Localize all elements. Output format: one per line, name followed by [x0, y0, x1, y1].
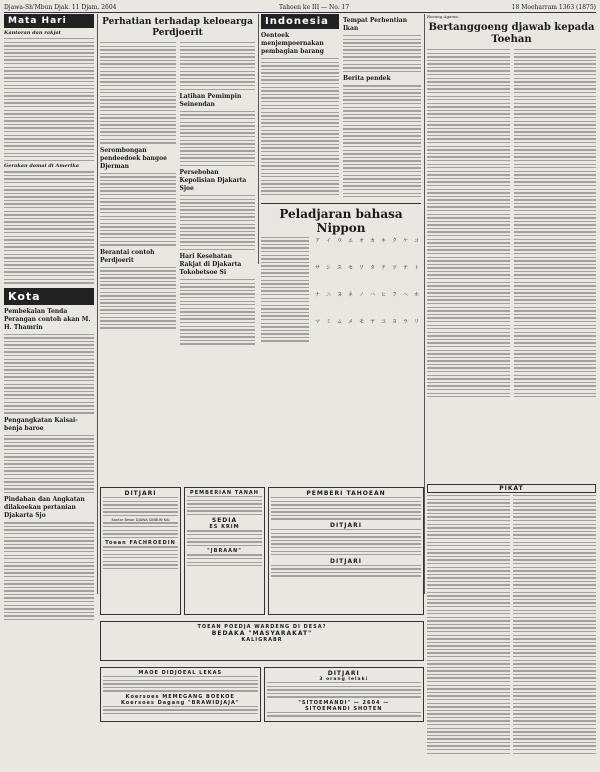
- katakana-glyph: ヤ: [369, 318, 375, 325]
- ad-ditjari: [100, 487, 181, 615]
- article-heading: Hari Kesehatan Rakjat di Djakarta Tokobetsoe Si: [179, 253, 242, 277]
- masthead: [4, 2, 596, 13]
- ad-title: ES KRIM: [209, 524, 240, 531]
- ad-title: Koersoes MEMEGANG BOEKOE: [125, 693, 235, 700]
- ad-title: KALIGRABR: [241, 637, 283, 643]
- masthead-issue: Tahoen ke III — No. 17: [279, 3, 350, 11]
- katakana-glyph: イ: [325, 237, 331, 244]
- ad-body: [103, 497, 178, 516]
- katakana-glyph: タ: [369, 264, 375, 271]
- katakana-glyph: ホ: [413, 291, 419, 298]
- article-heading: Pembekalan Tenda Perangan contoh akan M. H. Thamrin: [4, 307, 91, 331]
- article-body: [4, 435, 94, 494]
- katakana-glyph: フ: [391, 291, 397, 298]
- katakana-glyph: セ: [347, 264, 353, 271]
- katakana-glyph: メ: [347, 318, 353, 325]
- ad-title: SEDIA: [211, 517, 238, 525]
- katakana-glyph: チ: [380, 264, 386, 271]
- article-body: [261, 237, 309, 342]
- katakana-glyph: ヌ: [336, 291, 342, 298]
- katakana-glyph: ウ: [336, 237, 342, 244]
- section-banner-mata-hari: Mata Hari: [4, 14, 94, 28]
- katakana-glyph: ソ: [358, 264, 364, 271]
- column-agama: [427, 14, 596, 400]
- ad-title: DITJARI: [327, 670, 360, 677]
- katakana-glyph: キ: [380, 237, 386, 244]
- ad-body: [103, 546, 178, 569]
- article-heading: Berita pendek: [343, 75, 391, 83]
- section-banner-kota: Kota: [4, 288, 94, 305]
- ad-title: SITOEMANDI SHOTEN: [305, 705, 383, 712]
- ads-region: [100, 484, 424, 768]
- ad-ditjari-lelaki: [264, 667, 425, 722]
- katakana-glyph: マ: [314, 318, 320, 325]
- article-body: [100, 173, 176, 246]
- article-body: [180, 111, 256, 166]
- ad-maoe-didjoeal: [100, 667, 261, 722]
- nippon-lesson-title: Peladjaran bahasa Nippon: [279, 206, 403, 235]
- katakana-glyph: ヘ: [402, 291, 408, 298]
- ad-body: [103, 676, 258, 692]
- katakana-glyph: ス: [336, 264, 342, 271]
- column-perdjoerit: [100, 14, 255, 347]
- headline: Perhatian terhadap keloearga Perdjoerit: [102, 17, 253, 38]
- katakana-glyph: ツ: [391, 264, 397, 271]
- ad-body: [187, 554, 262, 566]
- katakana-glyph: カ: [369, 237, 375, 244]
- ad-pemberian-tanah: [184, 487, 265, 615]
- article-body: [4, 522, 94, 620]
- ad-title: Koersoes Dagang "BRAWIDJAJA": [121, 699, 240, 706]
- column-indonesia: [261, 14, 421, 344]
- ad-title: TOEAN POEDJA WARDENG DI DESA?: [197, 624, 327, 630]
- article-body: [180, 195, 256, 250]
- ad-title: PEMBERI TAHOEAN: [306, 490, 386, 497]
- classifieds-column: [427, 484, 596, 768]
- katakana-glyph: エ: [347, 237, 353, 244]
- ad-title: PEMBERIAN TANAH: [190, 490, 259, 496]
- article-body: [427, 49, 510, 397]
- ad-title: "SITOEMANDI" — 2604 —: [298, 699, 390, 706]
- ad-title: DITJARI: [124, 490, 157, 497]
- classified-list: [513, 495, 596, 756]
- ad-body: [103, 706, 258, 715]
- column-rule: [424, 14, 425, 594]
- article-body: [261, 58, 339, 195]
- ad-body: [267, 712, 422, 717]
- article-heading: Gerakan damai di Amerika: [4, 163, 80, 170]
- column-rule: [97, 14, 98, 594]
- ad-title: MAOE DIDJOEAL LEKAS: [138, 670, 223, 676]
- column-mata-hari: [4, 14, 94, 622]
- katakana-glyph: ヨ: [391, 318, 397, 325]
- ad-text: Kantor Besar DJAWA SINBUN KAI: [111, 518, 170, 523]
- article-heading: Perseboban Kepolisian Djakarta Sjoe: [179, 168, 247, 192]
- katakana-glyph: ト: [413, 264, 419, 271]
- katakana-glyph: ミ: [325, 318, 331, 325]
- article-heading: Latihan Pemimpin Seinendan: [179, 92, 242, 108]
- article-body: [514, 49, 597, 397]
- article-body: [343, 85, 421, 197]
- katakana-glyph: ラ: [402, 318, 408, 325]
- ad-title: DITJARI: [329, 557, 363, 565]
- article-heading: Pindahan dan Angkatan dilakoekan pertanian Djakarta Sjo: [4, 496, 85, 520]
- article-heading: Serombongan pendeedoek bangoe Djerman: [100, 146, 167, 170]
- ad-body: [187, 530, 262, 546]
- article-heading: Berantai contoh Perdjoerit: [100, 248, 155, 264]
- ad-title: BEDAKA "MASYARAKAT": [211, 630, 313, 637]
- ad-body: [103, 522, 178, 538]
- article-body: [4, 171, 94, 283]
- masthead-date: Djawa-Sh'Mbun Djak. 11 Djam. 2604: [4, 3, 117, 11]
- katakana-glyph: ネ: [347, 291, 353, 298]
- katakana-glyph: リ: [413, 318, 419, 325]
- headline: Bertanggoeng djawab kepada Toehan: [428, 22, 595, 45]
- ad-title: Toean FACHROEDIN: [105, 540, 176, 547]
- article-body: [180, 42, 256, 90]
- ad-body: [271, 565, 421, 577]
- katakana-glyph: ハ: [369, 291, 375, 298]
- katakana-glyph: ナ: [314, 291, 320, 298]
- section-kicker: Roeang Agama:: [427, 14, 459, 19]
- katakana-glyph: コ: [413, 237, 419, 244]
- ad-toean-poedja: [100, 621, 424, 661]
- katakana-glyph: テ: [402, 264, 408, 271]
- ad-title: "JBRAAN": [207, 548, 242, 555]
- ad-pemberi-tahoean: [268, 487, 424, 615]
- ad-title: 3 orang lelaki: [319, 677, 369, 682]
- section-banner-indonesia: Indonesia: [261, 14, 339, 29]
- classified-list: [427, 495, 510, 756]
- article-body: [343, 35, 421, 72]
- column-rule: [258, 14, 259, 264]
- divider: [261, 203, 421, 204]
- katakana-glyph: ア: [314, 237, 320, 244]
- katakana-glyph: オ: [358, 237, 364, 244]
- ad-body: [271, 497, 421, 520]
- article-body: [100, 42, 176, 144]
- katakana-glyph: ヒ: [380, 291, 386, 298]
- katakana-glyph: ク: [391, 237, 397, 244]
- masthead-hijri-date: 18 Moeharram 1363 (1875): [511, 3, 596, 11]
- katakana-glyph: ケ: [402, 237, 408, 244]
- article-heading: Oentoek menjempoernakan pembagian barang: [261, 32, 324, 55]
- article-heading: Kantoran dan rakjat: [4, 30, 61, 36]
- ad-title: DITJARI: [329, 522, 363, 530]
- article-body: [100, 267, 176, 329]
- katakana-glyph: シ: [325, 264, 331, 271]
- katakana-grid: [313, 237, 421, 344]
- katakana-glyph: サ: [314, 264, 320, 271]
- article-body: [4, 38, 94, 161]
- article-heading: Tempat Perhentian Ikan: [343, 17, 408, 32]
- ad-body: [271, 529, 421, 555]
- article-body: [4, 334, 94, 414]
- ad-title: PIKAT: [427, 484, 596, 493]
- katakana-glyph: ム: [336, 318, 342, 325]
- article-body: [180, 279, 256, 345]
- ad-body: [267, 682, 422, 698]
- article-heading: Pengangkatan Kaisai-benja baroe: [4, 416, 78, 432]
- katakana-glyph: ニ: [325, 291, 331, 298]
- katakana-glyph: ノ: [358, 291, 364, 298]
- katakana-glyph: モ: [358, 318, 364, 325]
- katakana-glyph: ユ: [380, 318, 386, 325]
- ad-body: [187, 496, 262, 515]
